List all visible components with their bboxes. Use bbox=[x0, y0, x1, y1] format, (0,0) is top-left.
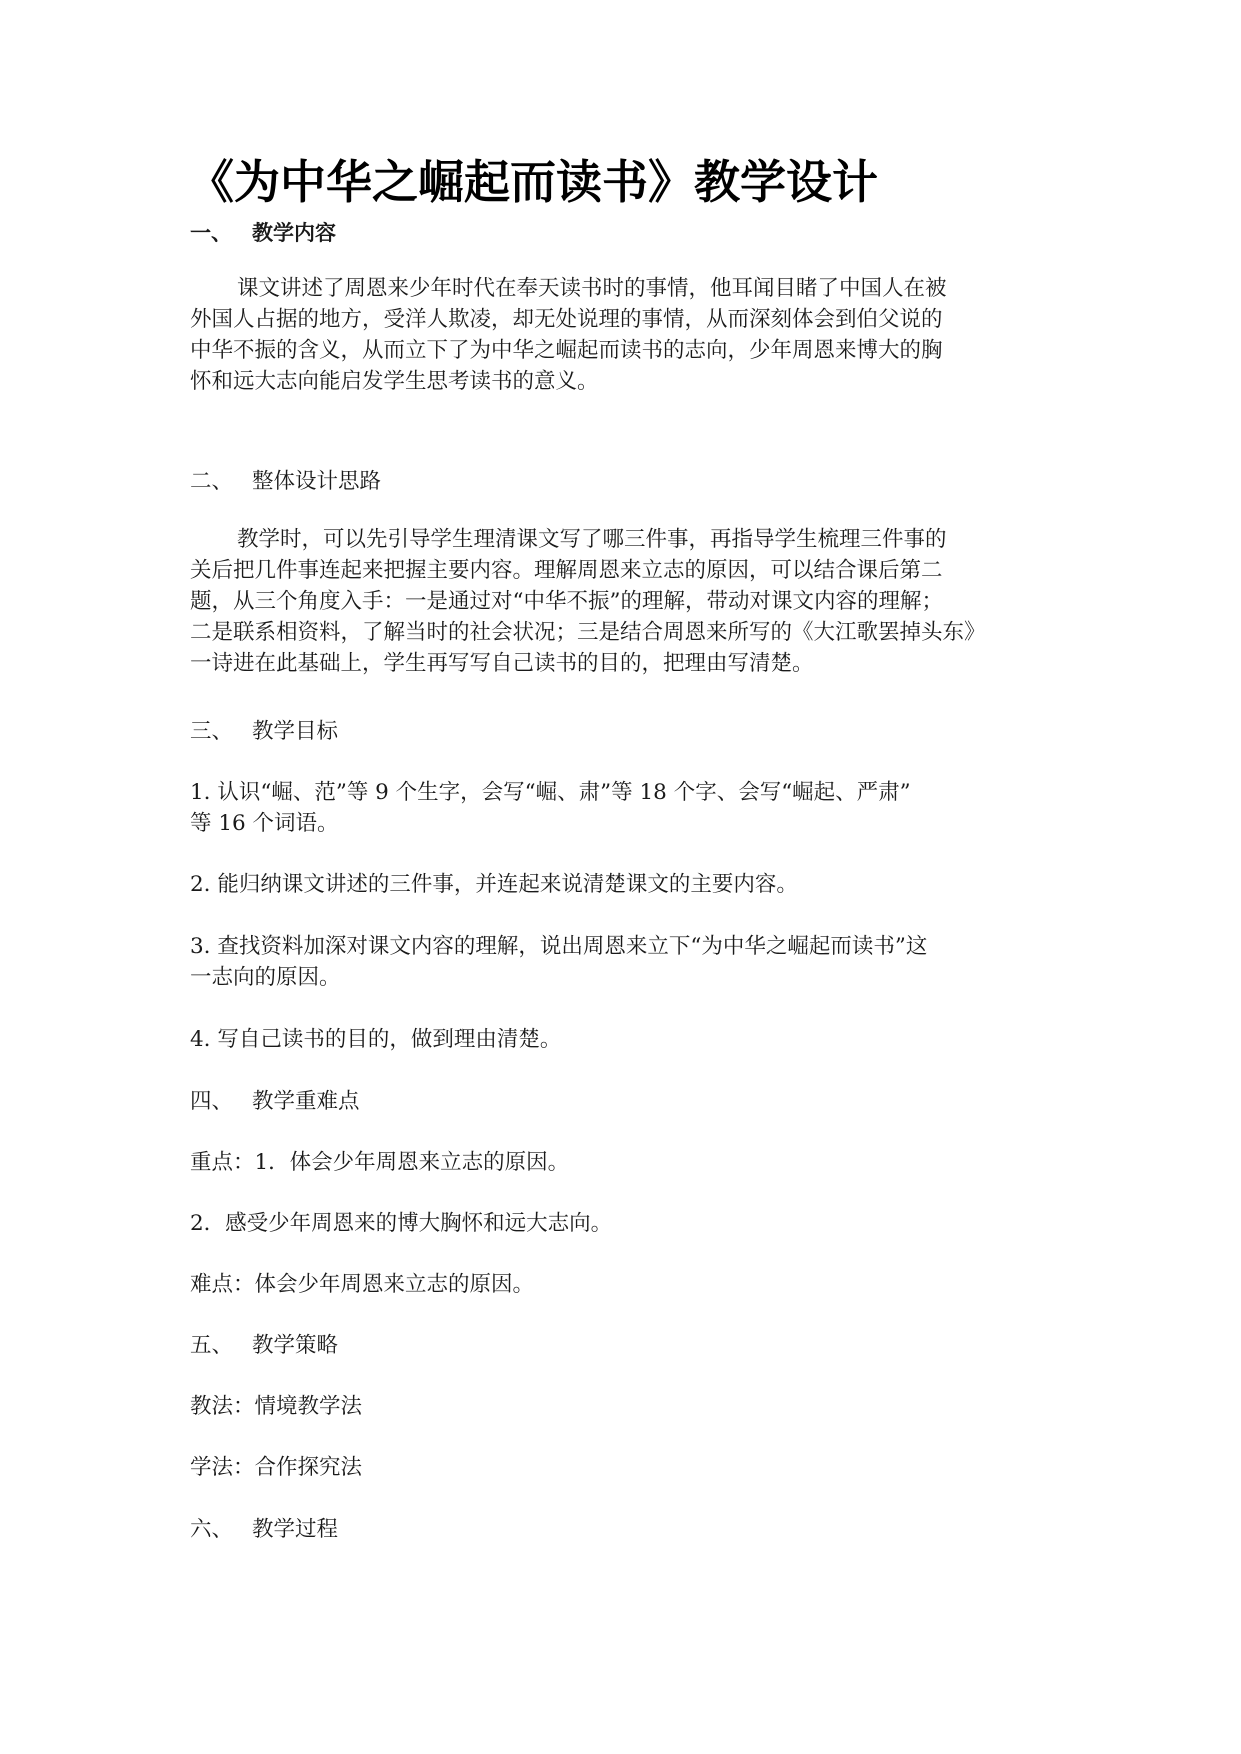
section-heading-teaching-process bbox=[190, 1514, 338, 1545]
goal-item-4: 4. 写自己读书的目的，做到理由清楚。 bbox=[190, 1027, 562, 1052]
section-label: 教学策略 bbox=[252, 1333, 339, 1358]
paragraph-line: 题，从三个角度入手：一是通过对“中华不振”的理解，带动对课文内容的理解； bbox=[190, 589, 943, 614]
paragraph-line: 一志向的原因。 bbox=[190, 965, 341, 990]
paragraph-line: 二是联系相资料，了解当时的社会状况；三是结合周恩来所写的《大江歌罢掉头东》 bbox=[190, 620, 986, 645]
section-number: 二、 bbox=[190, 469, 234, 494]
paragraph-line: 1. 认识“崛、范”等 9 个生字，会写“崛、肃”等 18 个字、会写“崛起、严肃” bbox=[190, 780, 911, 805]
section-heading-design-approach bbox=[190, 466, 381, 497]
key-point-1: 重点：1．体会少年周恩来立志的原因。 bbox=[190, 1150, 570, 1175]
section-number: 六、 bbox=[190, 1517, 234, 1542]
key-point-2: 2．感受少年周恩来的博大胸怀和远大志向。 bbox=[190, 1211, 613, 1236]
paragraph-design-approach bbox=[190, 524, 1060, 679]
paragraph-line: 怀和远大志向能启发学生思考读书的意义。 bbox=[190, 369, 599, 394]
section-heading-teaching-strategy bbox=[190, 1330, 338, 1361]
paragraph-line: 课文讲述了周恩来少年时代在奉天读书时的事情，他耳闻目睹了中国人在被 bbox=[237, 276, 947, 301]
paragraph-line: 外国人占据的地方，受洋人欺凌，却无处说理的事情，从而深刻体会到伯父说的 bbox=[190, 307, 943, 332]
section-heading-key-points bbox=[190, 1086, 360, 1117]
section-label: 教学重难点 bbox=[252, 1089, 360, 1114]
paragraph-line: 3. 查找资料加深对课文内容的理解，说出周恩来立下“为中华之崛起而读书”这 bbox=[190, 934, 928, 959]
learning-method: 学法：合作探究法 bbox=[190, 1455, 363, 1480]
paragraph-line: 教学时，可以先引导学生理清课文写了哪三件事，再指导学生梳理三件事的 bbox=[237, 527, 947, 552]
section-label: 教学内容 bbox=[252, 221, 336, 245]
section-number: 三、 bbox=[190, 719, 234, 744]
paragraph-teaching-content bbox=[190, 273, 1060, 397]
paragraph-line: 等 16 个词语。 bbox=[190, 811, 339, 836]
teaching-method: 教法：情境教学法 bbox=[190, 1394, 363, 1419]
section-number: 四、 bbox=[190, 1089, 234, 1114]
section-heading-teaching-goals bbox=[190, 716, 338, 747]
goal-item-2: 2. 能归纳课文讲述的三件事，并连起来说清楚课文的主要内容。 bbox=[190, 872, 798, 897]
section-label: 教学目标 bbox=[252, 719, 339, 744]
section-label: 教学过程 bbox=[252, 1517, 339, 1542]
paragraph-line: 一诗进在此基础上，学生再写写自己读书的目的，把理由写清楚。 bbox=[190, 651, 814, 676]
section-number: 五、 bbox=[190, 1333, 234, 1358]
paragraph-line: 关后把几件事连起来把握主要内容。理解周恩来立志的原因，可以结合课后第二 bbox=[190, 558, 943, 583]
section-heading-teaching-content bbox=[190, 218, 336, 249]
goal-item-3 bbox=[190, 931, 1060, 993]
section-label: 整体设计思路 bbox=[252, 469, 382, 494]
document-title: 《为中华之崛起而读书》教学设计 bbox=[188, 155, 878, 209]
paragraph-line: 中华不振的含义，从而立下了为中华之崛起而读书的志向，少年周恩来博大的胸 bbox=[190, 338, 943, 363]
section-number: 一、 bbox=[190, 221, 232, 245]
goal-item-1 bbox=[190, 777, 1060, 839]
difficulty-point: 难点：体会少年周恩来立志的原因。 bbox=[190, 1272, 535, 1297]
